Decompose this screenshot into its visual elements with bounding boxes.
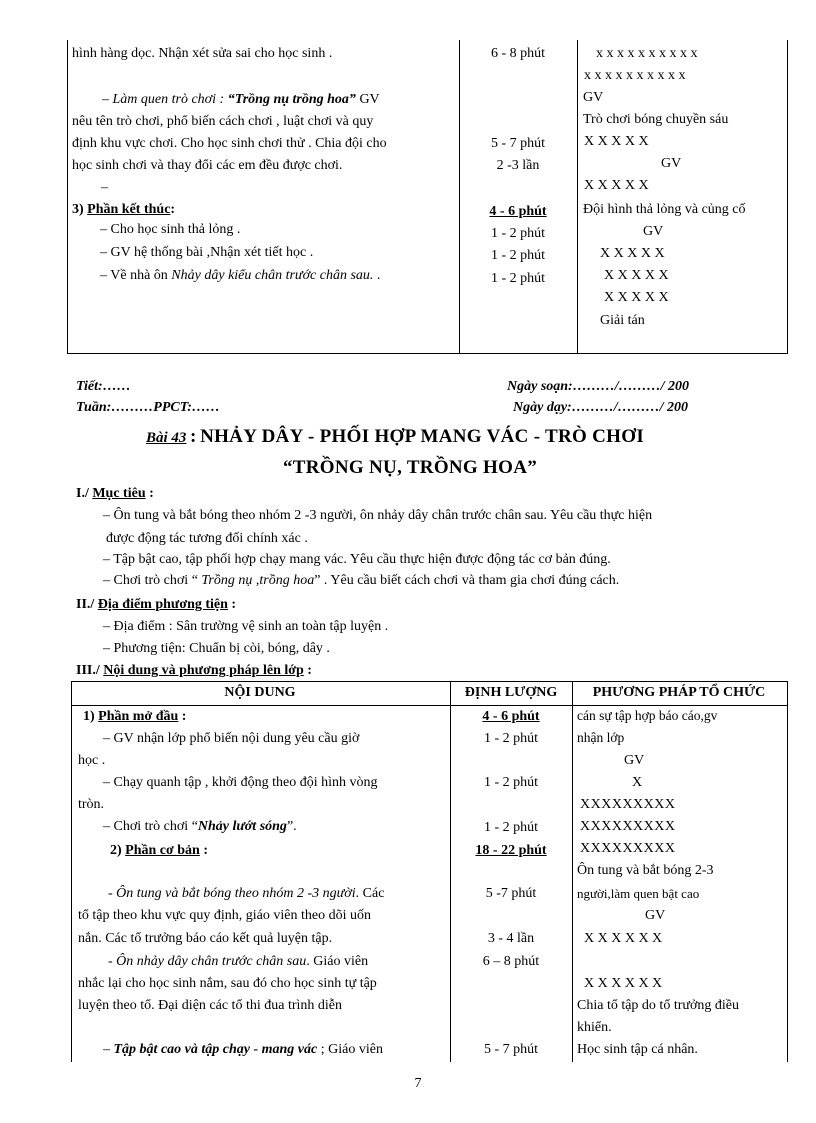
method-text: cán sự tập hợp báo cáo,gv bbox=[577, 708, 718, 723]
method-text: Đội hình thả lỏng và củng cố bbox=[583, 202, 746, 217]
method-gv: GV bbox=[624, 753, 645, 768]
top-content-line: – Về nhà ôn Nhảy dây kiểu chân trước chân sau. . bbox=[100, 268, 381, 283]
amount-cell: 4 - 6 phút bbox=[489, 204, 547, 219]
section-heading-mo-dau: 1) Phần mở đầu : bbox=[83, 709, 187, 724]
amount-cell: 3 - 4 lần bbox=[487, 931, 535, 946]
method-formation: X X X X X X bbox=[584, 931, 663, 946]
top-table-divider-2 bbox=[577, 40, 578, 353]
top-content-line: – Cho học sinh thả lỏng . bbox=[100, 222, 241, 237]
method-formation: X X X X X bbox=[584, 178, 649, 193]
section-heading-co-ban: 2) Phần cơ bản : bbox=[110, 843, 209, 858]
method-gv: GV bbox=[643, 224, 664, 239]
main-table-header-rule bbox=[72, 705, 787, 706]
top-content-line: – bbox=[101, 180, 108, 195]
amount-cell: 1 - 2 phút bbox=[490, 248, 546, 263]
method-text: Trò chơi bóng chuyền sáu bbox=[583, 112, 729, 127]
method-formation: X X X X X bbox=[604, 290, 669, 305]
amount-cell: 18 - 22 phút bbox=[475, 843, 547, 858]
location-item: – Địa điểm : Sân trường vệ sinh an toàn tập luyện . bbox=[103, 619, 389, 634]
content-line: nhắc lại cho học sinh nắm, sau đó cho học sinh tự tập bbox=[78, 976, 377, 991]
content-line: - Ôn tung và bắt bóng theo nhóm 2 -3 người. Các bbox=[108, 886, 385, 901]
method-text: Chia tổ tập do tổ trưởng điều bbox=[577, 998, 739, 1013]
section-heading: I./ Mục tiêu : bbox=[76, 486, 154, 501]
dash: – bbox=[102, 92, 113, 107]
content-line: – Chạy quanh tập , khởi động theo đội hình vòng bbox=[103, 775, 378, 790]
content-line: – GV nhận lớp phổ biến nội dung yêu cầu giờ bbox=[103, 731, 360, 746]
ngay-soan-label: Ngày soạn:………/………/ 200 bbox=[507, 379, 689, 394]
method-formation: XXXXXXXXX bbox=[580, 841, 676, 856]
page-number: 7 bbox=[414, 1076, 422, 1091]
column-header-amount: ĐỊNH LƯỢNG bbox=[464, 685, 558, 700]
method-gv: GV bbox=[645, 908, 666, 923]
objective-item: – Chơi trò chơi “ Trồng nụ ,trồng hoa” . Yêu cầu biết cách chơi và tham gia chơi đúng cách. bbox=[103, 573, 620, 588]
method-formation: XXXXXXXXX bbox=[580, 797, 676, 812]
top-content-line: nêu tên trò chơi, phổ biến cách chơi , luật chơi và quy bbox=[72, 114, 374, 129]
top-content-line: học sinh chơi và thay đổi các em đều được chơi. bbox=[72, 158, 343, 173]
ngay-day-label: Ngày dạy:………/………/ 200 bbox=[513, 400, 688, 415]
section-heading: II./ Địa điểm phương tiện : bbox=[76, 597, 237, 612]
column-header-content: NỘI DUNG bbox=[224, 685, 296, 700]
amount-cell: 6 - 8 phút bbox=[490, 46, 546, 61]
amount-cell: 5 - 7 phút bbox=[483, 1042, 539, 1057]
top-table bbox=[67, 40, 788, 354]
amount-cell: 2 -3 lần bbox=[496, 158, 540, 173]
content-line: – Tập bật cao và tập chạy - mang vác ; Giáo viên bbox=[103, 1042, 383, 1057]
content-line: luyện theo tổ. Đại diện các tổ thi đua trình diễn bbox=[78, 998, 342, 1013]
amount-cell: 1 - 2 phút bbox=[490, 226, 546, 241]
method-formation: x x x x x x x x x x bbox=[584, 68, 686, 83]
lesson-title-colon: : bbox=[189, 426, 197, 447]
amount-cell: 5 -7 phút bbox=[485, 886, 537, 901]
method-text: Học sinh tập cá nhân. bbox=[577, 1042, 698, 1057]
section-heading-ket-thuc: 3) Phần kết thúc: bbox=[72, 202, 176, 217]
content-line: - Ôn nhảy dây chân trước chân sau. Giáo viên bbox=[108, 954, 369, 969]
amount-cell: 1 - 2 phút bbox=[483, 731, 539, 746]
main-table-divider-2 bbox=[572, 682, 573, 1062]
amount-cell: 1 - 2 phút bbox=[483, 775, 539, 790]
method-formation: x x x x x x x x x x bbox=[596, 46, 698, 61]
amount-cell: 4 - 6 phút bbox=[482, 709, 540, 724]
column-header-method: PHƯƠNG PHÁP TỔ CHỨC bbox=[592, 685, 766, 700]
content-line: nắn. Các tổ trưởng báo cáo kết quả luyện tập. bbox=[78, 931, 333, 946]
top-content-line: – Làm quen trò chơi : “Trồng nụ trồng hoa” GV bbox=[102, 92, 380, 107]
top-content-line: hình hàng dọc. Nhận xét sửa sai cho học sinh . bbox=[72, 46, 333, 61]
equipment-item: – Phương tiện: Chuẩn bị còi, bóng, dây . bbox=[103, 641, 330, 656]
objective-item: được động tác tương đối chính xác . bbox=[106, 531, 308, 546]
section-heading: III./ Nội dung và phương pháp lên lớp : bbox=[76, 663, 312, 678]
method-text: người,làm quen bật cao bbox=[577, 886, 700, 901]
content-line: học . bbox=[78, 753, 106, 768]
amount-cell: 1 - 2 phút bbox=[490, 271, 546, 286]
objective-item: – Ôn tung và bắt bóng theo nhóm 2 -3 người, ôn nhảy dây chân trước chân sau. Yêu cầu thực hiện bbox=[103, 508, 653, 523]
tuan-label: Tuần:………PPCT:…… bbox=[76, 400, 220, 415]
method-text: nhận lớp bbox=[577, 730, 625, 745]
method-formation: X bbox=[632, 775, 643, 790]
method-gv: GV bbox=[661, 156, 682, 171]
amount-cell: 6 – 8 phút bbox=[482, 954, 540, 969]
method-formation: X X X X X bbox=[604, 268, 669, 283]
lesson-title-line1: NHẢY DÂY - PHỐI HỢP MANG VÁC - TRÒ CHƠI bbox=[200, 426, 645, 447]
method-text: khiển. bbox=[577, 1020, 612, 1035]
top-table-divider-1 bbox=[459, 40, 460, 353]
top-content-line: định khu vực chơi. Cho học sinh chơi thử . Chia đội cho bbox=[72, 136, 387, 151]
amount-cell: 5 - 7 phút bbox=[490, 136, 546, 151]
lesson-number: Bài 43 bbox=[146, 430, 187, 446]
method-gv: GV bbox=[583, 90, 604, 105]
content-line: tròn. bbox=[78, 797, 105, 812]
method-formation: XXXXXXXXX bbox=[580, 819, 676, 834]
lesson-title bbox=[146, 424, 644, 452]
top-content-line: – GV hệ thống bài ,Nhận xét tiết học . bbox=[100, 245, 314, 260]
objective-item: – Tập bật cao, tập phối hợp chạy mang vác. Yêu cầu thực hiện được động tác cơ bản đúng. bbox=[103, 552, 611, 567]
method-formation: X X X X X bbox=[584, 134, 649, 149]
content-line: tổ tập theo khu vực quy định, giáo viên theo dõi uốn bbox=[78, 908, 371, 923]
lesson-title-line2: “TRỒNG NỤ, TRỒNG HOA” bbox=[283, 457, 538, 478]
method-formation: X X X X X X bbox=[584, 976, 663, 991]
method-text: Giải tán bbox=[600, 313, 645, 328]
method-formation: X X X X X bbox=[600, 246, 665, 261]
tiet-label: Tiết:…… bbox=[76, 379, 131, 394]
content-line: – Chơi trò chơi “Nhảy lướt sóng”. bbox=[103, 819, 297, 834]
method-text: Ôn tung và bắt bóng 2-3 bbox=[577, 863, 714, 878]
amount-cell: 1 - 2 phút bbox=[483, 820, 539, 835]
